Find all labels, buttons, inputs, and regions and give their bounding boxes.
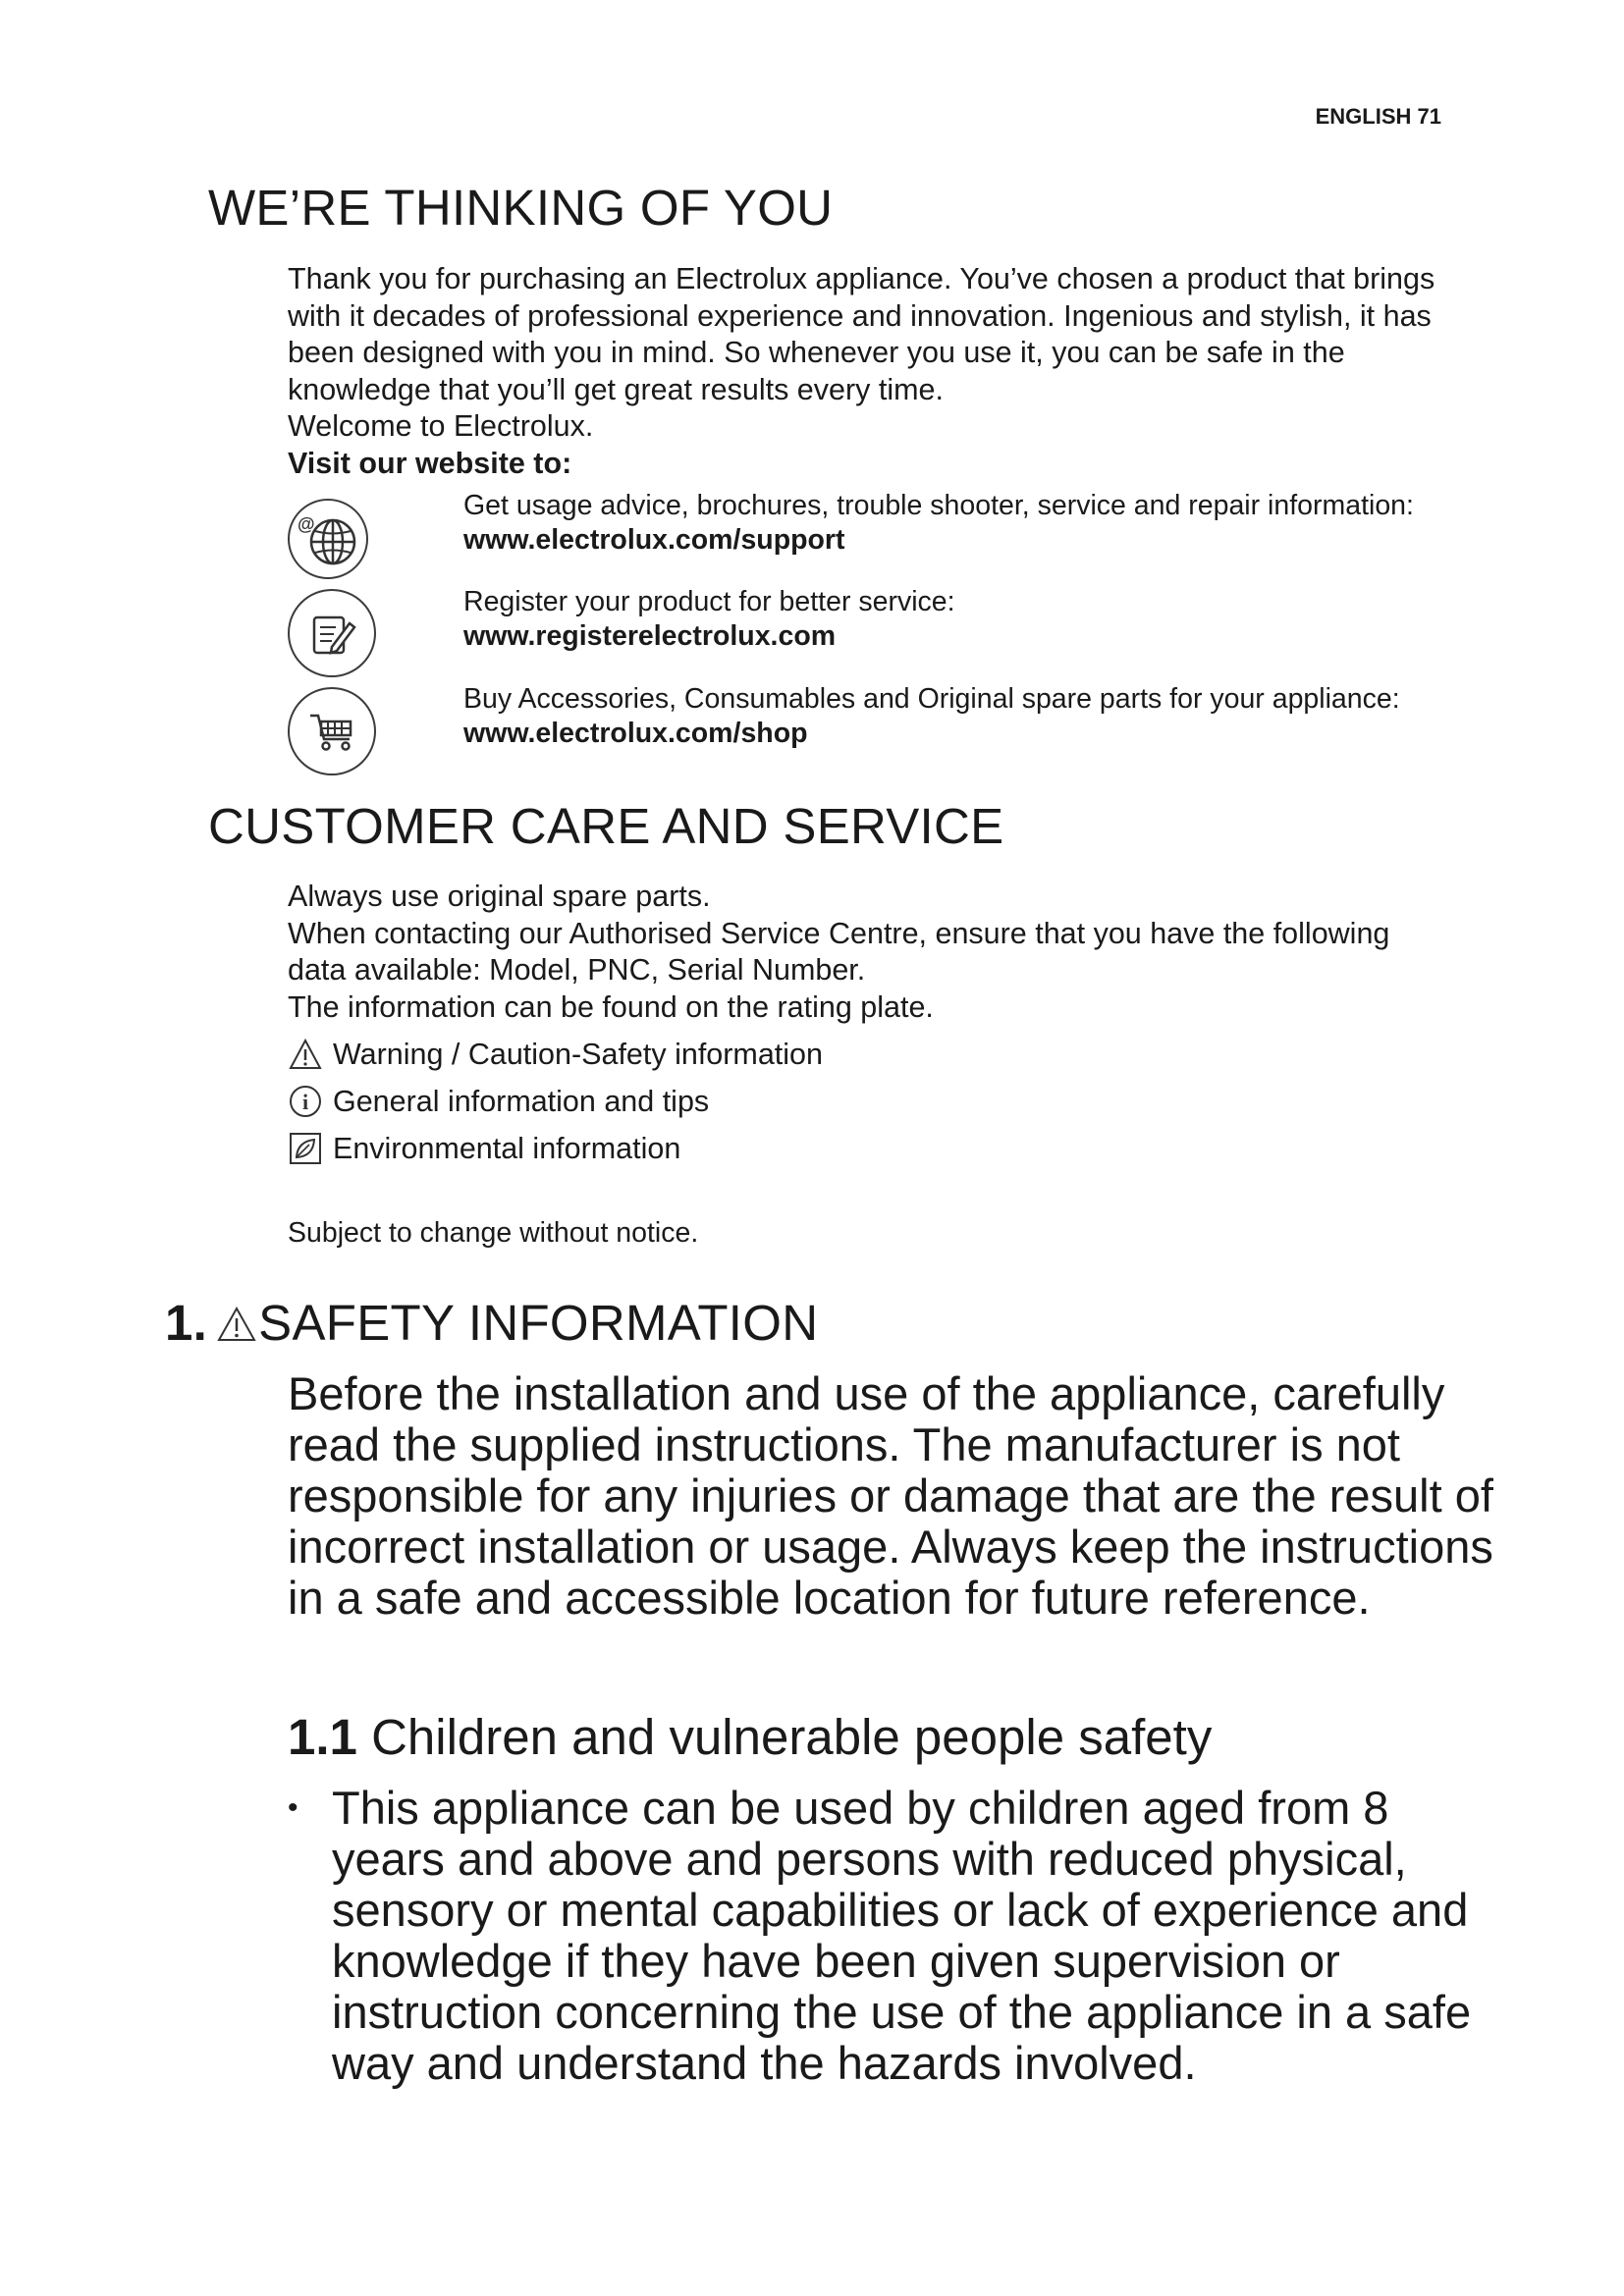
leaf-icon	[288, 1131, 323, 1166]
svg-text:i: i	[301, 1090, 309, 1114]
safety-number: 1.	[165, 1295, 208, 1351]
safety-title: SAFETY INFORMATION	[258, 1295, 819, 1351]
link-shop-text: Buy Accessories, Consumables and Original spare parts for your appliance:	[463, 683, 1400, 715]
thinking-paragraph: Thank you for purchasing an Electrolux appliance. You’ve chosen a product that brings with it decades of professional experience and innovation. Ingenious and stylish, it has been designed with you in mind. So whenever you use it, you can be safe in the knowledge that you’ll get great results every time.	[288, 262, 1435, 406]
safety-heading	[165, 1294, 818, 1352]
shopping-cart-icon	[288, 687, 376, 775]
subsection-number: 1.1	[288, 1709, 357, 1765]
care-line-2: When contacting our Authorised Service Centre, ensure that you have the following data available: Model, PNC, Serial Number.	[288, 916, 1390, 987]
visit-label: Visit our website to:	[288, 446, 572, 480]
care-body	[288, 879, 1417, 1026]
legend-warning-label: Warning / Caution-Safety information	[333, 1037, 823, 1071]
bullet-item	[288, 1783, 1495, 2089]
register-icon	[288, 589, 376, 677]
safety-warning-icon	[217, 1301, 256, 1346]
legend-warning	[288, 1035, 823, 1074]
care-title: CUSTOMER CARE AND SERVICE	[208, 798, 1004, 854]
globe-icon	[288, 499, 368, 579]
subsection-title: Children and vulnerable people safety	[371, 1709, 1213, 1765]
link-register	[463, 585, 955, 654]
welcome-text: Welcome to Electrolux.	[288, 409, 594, 443]
care-line-1: Always use original spare parts.	[288, 880, 711, 913]
info-icon	[288, 1084, 323, 1119]
bullet-mark: •	[288, 1791, 298, 1824]
subsection-heading	[288, 1708, 1212, 1766]
link-support-text: Get usage advice, brochures, trouble shooter, service and repair information:	[463, 490, 1414, 521]
link-register-text: Register your product for better service:	[463, 586, 955, 617]
svg-text:@: @	[298, 514, 315, 534]
thinking-body	[288, 261, 1486, 482]
symbol-legend	[288, 1035, 823, 1168]
warning-icon	[288, 1037, 323, 1072]
change-notice: Subject to change without notice.	[288, 1217, 699, 1249]
legend-environment-label: Environmental information	[333, 1131, 681, 1165]
legend-info-label: General information and tips	[333, 1084, 710, 1118]
legend-environment	[288, 1129, 823, 1168]
care-line-3: The information can be found on the rating plate.	[288, 989, 934, 1024]
link-support	[463, 489, 1414, 558]
safety-paragraph: Before the installation and use of the appliance, carefully read the supplied instructions. The manufacturer is not responsible for any injuries or damage that are the result of incorrect installation or usage. Always keep the instructions in a safe and accessible location for future reference.	[288, 1367, 1493, 1624]
link-support-url[interactable]: www.electrolux.com/support	[463, 524, 845, 556]
page-number-label: ENGLISH 71	[1315, 104, 1441, 129]
bullet-text: This appliance can be used by children aged from 8 years and above and persons with reduced physical, sensory or mental capabilities or lack of experience and knowledge if they have been given supervision or instruction concerning the use of the appliance in a safe way and understand the hazards involved.	[332, 1782, 1472, 2089]
thinking-title: WE’RE THINKING OF YOU	[208, 180, 834, 236]
safety-body	[288, 1368, 1515, 1624]
legend-info	[288, 1082, 823, 1121]
link-register-url[interactable]: www.registerelectrolux.com	[463, 620, 837, 652]
link-shop	[463, 682, 1400, 751]
link-shop-url[interactable]: www.electrolux.com/shop	[463, 718, 808, 749]
